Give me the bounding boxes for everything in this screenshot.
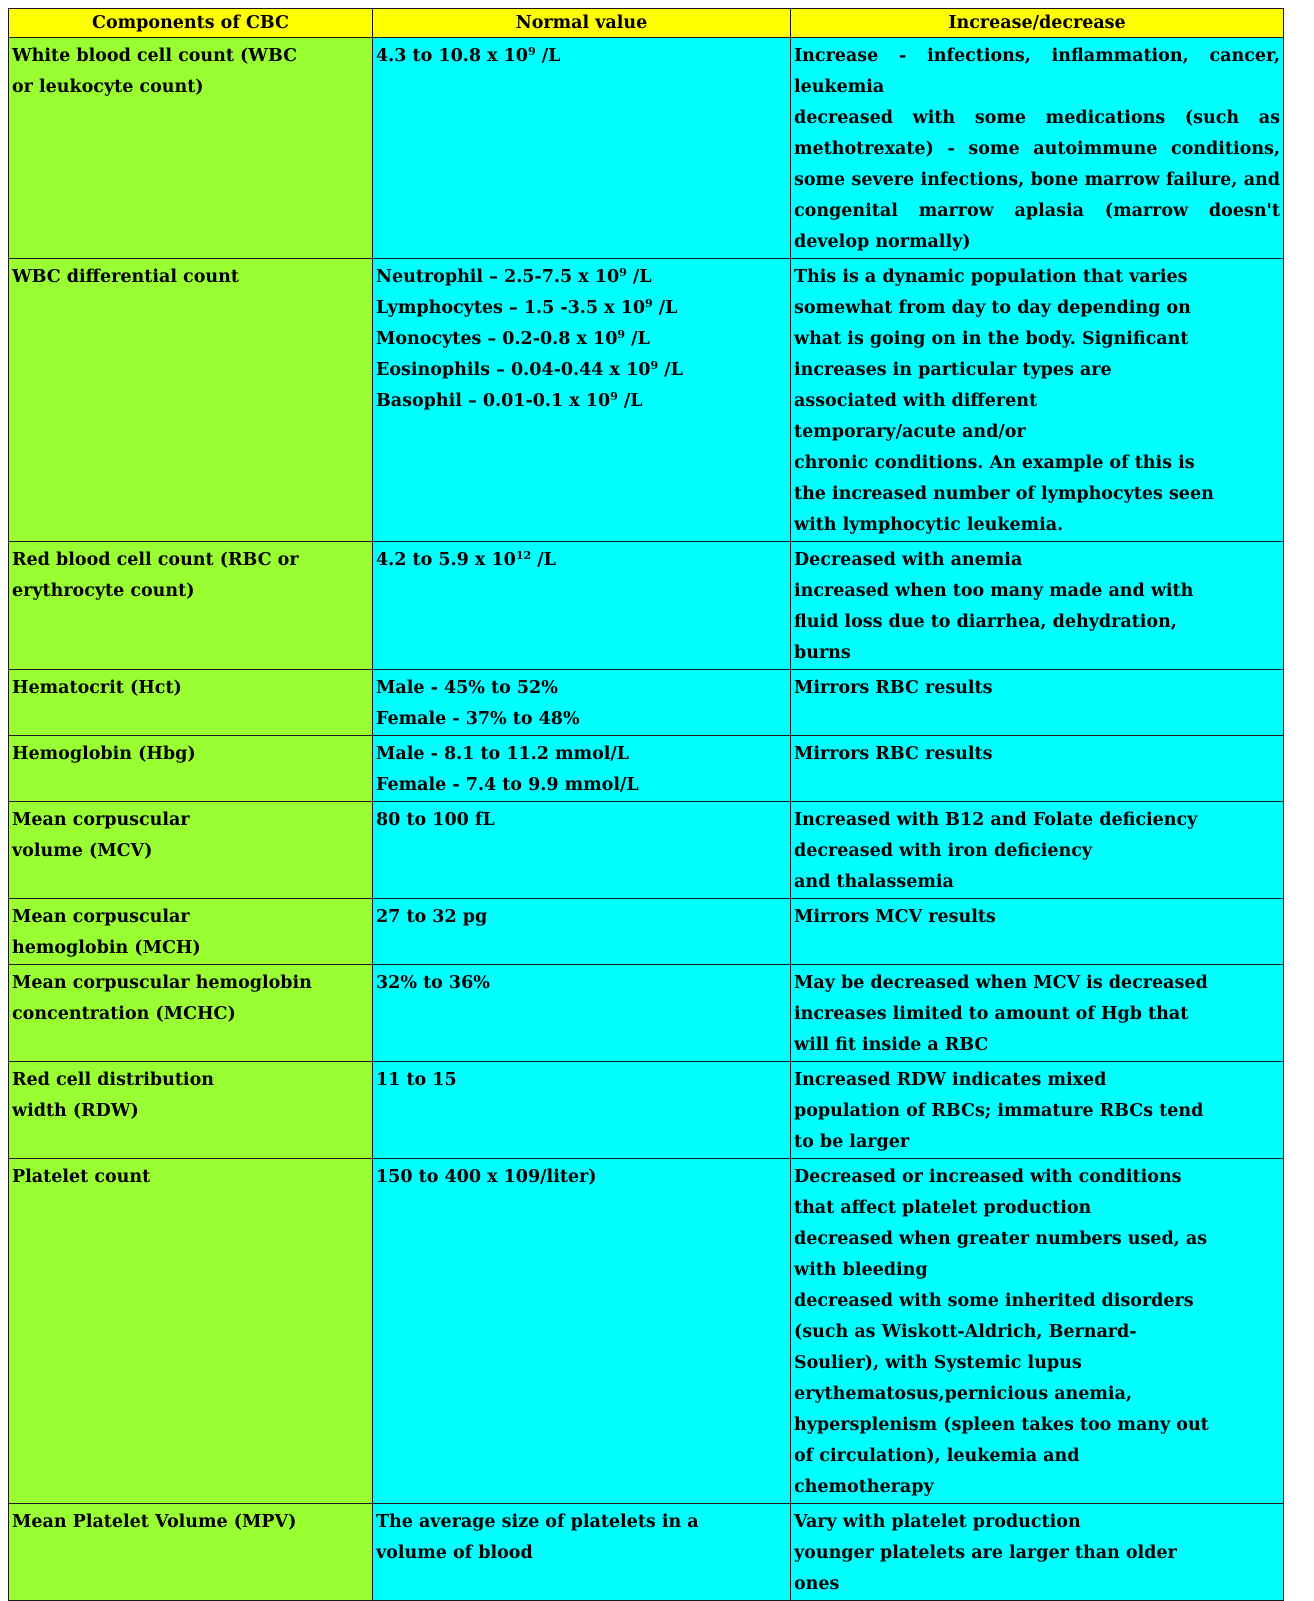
component-cell bbox=[9, 899, 373, 965]
increase-decrease-cell bbox=[791, 1159, 1284, 1504]
normal-value-text: Neutrophil – 2.5-7.5 x 10 bbox=[376, 267, 620, 287]
increase-decrease-cell bbox=[791, 1062, 1284, 1159]
header-row bbox=[9, 9, 1284, 38]
normal-value-text: volume of blood bbox=[376, 1543, 533, 1563]
increase-decrease-text: increases in particular types are bbox=[794, 360, 1112, 380]
component-cell bbox=[9, 670, 373, 736]
normal-value-line bbox=[376, 355, 787, 386]
increase-decrease-text: temporary/acute and/or bbox=[794, 422, 1026, 442]
increase-decrease-text: decreased with some medications (such as methotrexate) - some autoimmune conditions, some severe infections, bone marrow failure, and congenital marrow aplasia (marrow doesn't develop normally) bbox=[794, 108, 1280, 252]
component-text: Mean corpuscular bbox=[12, 810, 190, 830]
normal-value-text: 4.3 to 10.8 x 10 bbox=[376, 46, 528, 66]
normal-value-cell bbox=[373, 965, 791, 1062]
normal-value-cell bbox=[373, 38, 791, 259]
increase-decrease-text: with bleeding bbox=[794, 1260, 928, 1280]
normal-value-text: Lymphocytes – 1.5 -3.5 x 10 bbox=[376, 298, 646, 318]
increase-decrease-text: burns bbox=[794, 643, 851, 663]
normal-value-text: /L bbox=[625, 329, 650, 349]
increase-decrease-text: and thalassemia bbox=[794, 872, 954, 892]
component-cell bbox=[9, 965, 373, 1062]
increase-decrease-text: younger platelets are larger than older bbox=[794, 1543, 1177, 1563]
table-row-rdw bbox=[9, 1062, 1284, 1159]
normal-value-text: 80 to 100 fL bbox=[376, 810, 495, 830]
increase-decrease-text: Increased RDW indicates mixed bbox=[794, 1070, 1107, 1090]
component-text: Red blood cell count (RBC or bbox=[12, 550, 299, 570]
component-cell bbox=[9, 1159, 373, 1504]
increase-decrease-text: decreased with some inherited disorders bbox=[794, 1291, 1194, 1311]
increase-decrease-text: that affect platelet production bbox=[794, 1198, 1092, 1218]
normal-value-cell bbox=[373, 802, 791, 899]
normal-value-text: /L bbox=[626, 267, 652, 287]
normal-value-text: Female - 37% to 48% bbox=[376, 709, 580, 729]
normal-value-line bbox=[376, 1507, 787, 1538]
increase-decrease-text: Vary with platelet production bbox=[794, 1512, 1081, 1532]
normal-value-line bbox=[376, 805, 787, 836]
normal-value-line bbox=[376, 41, 787, 72]
normal-value-text: Male - 8.1 to 11.2 mmol/L bbox=[376, 744, 630, 764]
increase-decrease-cell bbox=[791, 38, 1284, 259]
increase-decrease-text: Increased with B12 and Folate deficiency bbox=[794, 810, 1198, 830]
increase-decrease-cell bbox=[791, 670, 1284, 736]
component-text: Mean Platelet Volume (MPV) bbox=[12, 1512, 297, 1532]
table-row-mpv bbox=[9, 1504, 1284, 1601]
increase-decrease-text: decreased when greater numbers used, as bbox=[794, 1229, 1208, 1249]
normal-value-line bbox=[376, 739, 787, 770]
normal-value-text: Eosinophils – 0.04-0.44 x 10 bbox=[376, 360, 651, 380]
increase-decrease-text: will fit inside a RBC bbox=[794, 1035, 989, 1055]
normal-value-line bbox=[376, 262, 787, 293]
increase-decrease-text: of circulation), leukemia and bbox=[794, 1446, 1080, 1466]
normal-value-cell bbox=[373, 1062, 791, 1159]
header-components: Components of CBC bbox=[9, 9, 373, 38]
table-row-wbc-differential bbox=[9, 259, 1284, 542]
component-text: hemoglobin (MCH) bbox=[12, 938, 201, 958]
normal-value-text: 4.2 to 5.9 x 10 bbox=[376, 550, 516, 570]
exponent: 9 bbox=[610, 390, 618, 403]
cbc-table bbox=[8, 8, 1284, 1601]
component-cell bbox=[9, 802, 373, 899]
exponent: 9 bbox=[617, 328, 626, 341]
exponent: 9 bbox=[645, 297, 653, 310]
table-row-mchc bbox=[9, 965, 1284, 1062]
normal-value-line bbox=[376, 386, 787, 417]
component-cell bbox=[9, 259, 373, 542]
normal-value-line bbox=[376, 1162, 787, 1193]
component-text: Hematocrit (Hct) bbox=[12, 678, 182, 698]
table-row-hematocrit bbox=[9, 670, 1284, 736]
increase-decrease-text: fluid loss due to diarrhea, dehydration, bbox=[794, 612, 1177, 632]
component-text: Red cell distribution bbox=[12, 1070, 214, 1090]
exponent: 9 bbox=[619, 266, 627, 279]
component-text: concentration (MCHC) bbox=[12, 1004, 236, 1024]
component-text: volume (MCV) bbox=[12, 841, 153, 861]
increase-decrease-text: increases limited to amount of Hgb that bbox=[794, 1004, 1189, 1024]
normal-value-cell bbox=[373, 736, 791, 802]
normal-value-line bbox=[376, 324, 787, 355]
exponent: 9 bbox=[527, 45, 536, 58]
normal-value-text: 150 to 400 x 109/liter) bbox=[376, 1167, 597, 1187]
increase-decrease-text: population of RBCs; immature RBCs tend bbox=[794, 1101, 1204, 1121]
table-row-hemoglobin bbox=[9, 736, 1284, 802]
normal-value-text: /L bbox=[652, 298, 678, 318]
normal-value-line bbox=[376, 1065, 787, 1096]
component-cell bbox=[9, 1504, 373, 1601]
component-text: Hemoglobin (Hbg) bbox=[12, 744, 196, 764]
component-cell bbox=[9, 736, 373, 802]
increase-decrease-cell bbox=[791, 542, 1284, 670]
component-text: WBC differential count bbox=[12, 267, 239, 287]
increase-decrease-text: decreased with iron deficiency bbox=[794, 841, 1093, 861]
increase-decrease-text: Increase - infections, inflammation, cancer, leukemia bbox=[794, 46, 1280, 97]
normal-value-text: Male - 45% to 52% bbox=[376, 678, 558, 698]
normal-value-text: 27 to 32 pg bbox=[376, 907, 488, 927]
normal-value-text: Female - 7.4 to 9.9 mmol/L bbox=[376, 775, 639, 795]
normal-value-text: /L bbox=[535, 46, 561, 66]
normal-value-cell bbox=[373, 670, 791, 736]
exponent: 12 bbox=[515, 549, 532, 562]
normal-value-text: 11 to 15 bbox=[376, 1070, 457, 1090]
increase-decrease-text: to be larger bbox=[794, 1132, 910, 1152]
increase-decrease-text: associated with different bbox=[794, 391, 1038, 411]
increase-decrease-text: the increased number of lymphocytes seen bbox=[794, 484, 1214, 504]
increase-decrease-cell bbox=[791, 965, 1284, 1062]
normal-value-cell bbox=[373, 1159, 791, 1504]
normal-value-text: /L bbox=[531, 550, 556, 570]
component-text: or leukocyte count) bbox=[12, 77, 204, 97]
increase-decrease-text: with lymphocytic leukemia. bbox=[794, 515, 1064, 535]
table-row-wbc bbox=[9, 38, 1284, 259]
component-text: width (RDW) bbox=[12, 1101, 139, 1121]
normal-value-text: Monocytes – 0.2-0.8 x 10 bbox=[376, 329, 618, 349]
header-increase-decrease: Increase/decrease bbox=[791, 9, 1284, 38]
component-text: Mean corpuscular bbox=[12, 907, 190, 927]
normal-value-line bbox=[376, 293, 787, 324]
increase-decrease-text: This is a dynamic population that varies bbox=[794, 267, 1188, 287]
normal-value-line bbox=[376, 704, 787, 735]
increase-decrease-cell bbox=[791, 1504, 1284, 1601]
header-normal-value: Normal value bbox=[373, 9, 791, 38]
normal-value-text: Basophil – 0.01-0.1 x 10 bbox=[376, 391, 611, 411]
component-cell bbox=[9, 38, 373, 259]
increase-decrease-text: hypersplenism (spleen takes too many out bbox=[794, 1415, 1209, 1435]
increase-decrease-text: Decreased or increased with conditions bbox=[794, 1167, 1182, 1187]
increase-decrease-text: May be decreased when MCV is decreased bbox=[794, 973, 1208, 993]
increase-decrease-text: erythematosus,pernicious anemia, bbox=[794, 1384, 1132, 1404]
normal-value-text: /L bbox=[658, 360, 683, 380]
component-text: erythrocyte count) bbox=[12, 581, 195, 601]
normal-value-line bbox=[376, 545, 787, 576]
normal-value-line bbox=[376, 673, 787, 704]
table-row-mch bbox=[9, 899, 1284, 965]
normal-value-cell bbox=[373, 542, 791, 670]
normal-value-line bbox=[376, 1538, 787, 1569]
increase-decrease-text: Mirrors RBC results bbox=[794, 678, 993, 698]
increase-decrease-cell bbox=[791, 736, 1284, 802]
normal-value-line bbox=[376, 968, 787, 999]
normal-value-text: 32% to 36% bbox=[376, 973, 490, 993]
component-text: Platelet count bbox=[12, 1167, 151, 1187]
normal-value-cell bbox=[373, 899, 791, 965]
increase-decrease-text: (such as Wiskott-Aldrich, Bernard- bbox=[794, 1322, 1137, 1342]
normal-value-cell bbox=[373, 1504, 791, 1601]
normal-value-text: The average size of platelets in a bbox=[376, 1512, 699, 1532]
exponent: 9 bbox=[650, 359, 659, 372]
component-cell bbox=[9, 1062, 373, 1159]
increase-decrease-text: chronic conditions. An example of this is bbox=[794, 453, 1195, 473]
increase-decrease-cell bbox=[791, 259, 1284, 542]
increase-decrease-text: somewhat from day to day depending on bbox=[794, 298, 1191, 318]
component-cell bbox=[9, 542, 373, 670]
increase-decrease-text: Soulier), with Systemic lupus bbox=[794, 1353, 1082, 1373]
increase-decrease-text: what is going on in the body. Significant bbox=[794, 329, 1189, 349]
normal-value-text: /L bbox=[617, 391, 643, 411]
table-row-platelet-count bbox=[9, 1159, 1284, 1504]
increase-decrease-cell bbox=[791, 899, 1284, 965]
table-row-mcv bbox=[9, 802, 1284, 899]
table-row-rbc bbox=[9, 542, 1284, 670]
component-text: Mean corpuscular hemoglobin bbox=[12, 973, 312, 993]
component-text: White blood cell count (WBC bbox=[12, 46, 297, 66]
normal-value-line bbox=[376, 770, 787, 801]
normal-value-cell bbox=[373, 259, 791, 542]
increase-decrease-cell bbox=[791, 802, 1284, 899]
increase-decrease-text: Mirrors RBC results bbox=[794, 744, 993, 764]
increase-decrease-text: increased when too many made and with bbox=[794, 581, 1194, 601]
increase-decrease-text: Mirrors MCV results bbox=[794, 907, 996, 927]
increase-decrease-text: Decreased with anemia bbox=[794, 550, 1023, 570]
increase-decrease-text: ones bbox=[794, 1574, 840, 1594]
increase-decrease-text: chemotherapy bbox=[794, 1477, 934, 1497]
normal-value-line bbox=[376, 902, 787, 933]
